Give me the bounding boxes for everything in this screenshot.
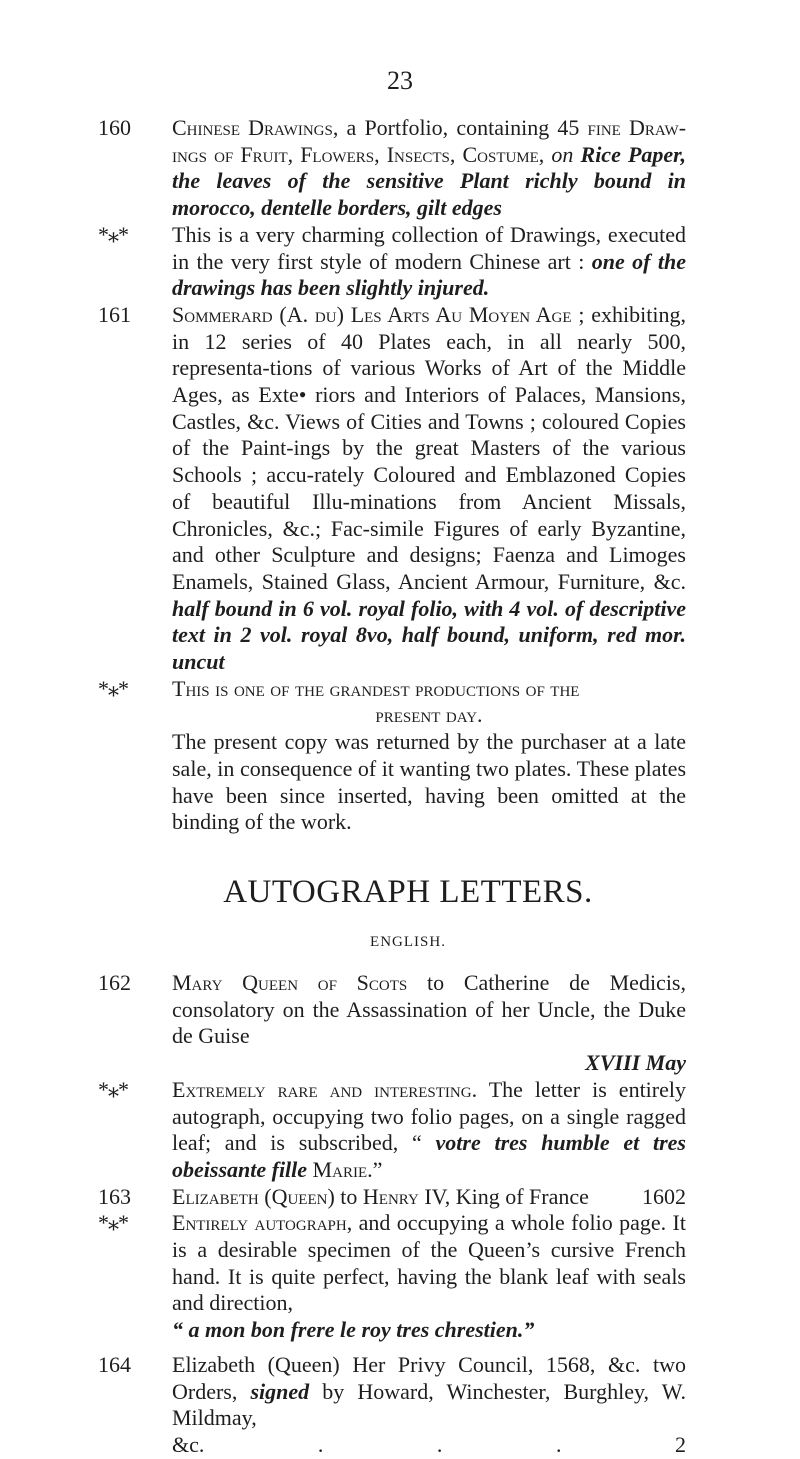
- lot-160: [98, 115, 687, 222]
- lot-text: to Catherine de Medicis, consolatory on the Assassination of her Uncle, the Duke de Guise: [172, 969, 686, 1049]
- lot-text-2: by Howard, Winchester, Burghley, W. Mildmay,: [172, 1378, 686, 1431]
- note-text: This is a very charming collection of Drawings, executed in the very first style of modern Chinese art :: [172, 221, 686, 274]
- page-number: 23: [387, 66, 413, 95]
- leader-dot: .: [555, 1431, 562, 1457]
- lot-author: Sommerard (A. du) Les Arts Au Moyen Age: [172, 301, 572, 327]
- lot-text-rice: Rice: [580, 141, 621, 167]
- lot-number: 164: [98, 1351, 131, 1377]
- lot-title: Chinese Drawings,: [172, 115, 339, 140]
- lot-161-note: [98, 675, 686, 836]
- lot-number: 160: [98, 115, 131, 140]
- lot-author: Mary Queen of Scots: [172, 969, 408, 995]
- lot-binding: half bound in 6 vol. royal folio, with 4 vol. of descriptive text in 2 vol. royal 8vo, half bound, uniform, red mor. uncut: [172, 595, 686, 675]
- lot-recipient: Henry IV,: [362, 1183, 451, 1209]
- lot-161: [98, 301, 686, 676]
- lot-163: [98, 1183, 686, 1211]
- lot-text: to: [334, 1183, 363, 1209]
- lot-163-note: [98, 1210, 686, 1344]
- lot-164: [98, 1351, 686, 1459]
- asterism-mark: *⁎*: [98, 675, 128, 701]
- lot-text: Elizabeth (Queen) Her Privy Council, 1568, &c. two Orders,: [172, 1351, 686, 1404]
- lot-count: 2: [674, 1431, 686, 1457]
- lot-text-on: on: [544, 141, 581, 167]
- lot-number: 163: [98, 1183, 131, 1209]
- lot-count-line: [172, 1432, 686, 1459]
- leader-dot: .: [436, 1431, 443, 1457]
- lot-160-note: [98, 221, 686, 302]
- section-heading: AUTOGRAPH LETTERS.: [223, 873, 593, 910]
- note-italic: one of the drawings has been slightly injured.: [172, 248, 686, 301]
- lot-number: 162: [98, 969, 131, 995]
- lot-subjects: fine Draw-ings of Fruit, Flowers, Insects, Costume,: [172, 115, 687, 167]
- note-signature: Marie.”: [312, 1156, 383, 1182]
- note-caps-2: present day.: [375, 702, 483, 728]
- asterism-mark: *⁎*: [98, 1210, 128, 1236]
- lot-etc: &c.: [172, 1431, 205, 1457]
- lot-paper: Paper, the leaves of the sensitive Plant: [172, 141, 687, 194]
- note-text: and occupying a whole folio page. It is a desirable specimen of the Queen’s cursive French hand. It is quite perfect, having the blank leaf with seals and direction,: [172, 1210, 686, 1316]
- lot-162: [98, 969, 686, 1077]
- note-text: The present copy was returned by the purchaser at a late sale, in consequence of it wanting two plates. These plates have been since inserted, having been omitted at the binding of the work.: [172, 729, 686, 835]
- lot-author: Elizabeth (Queen): [172, 1183, 335, 1209]
- lot-date: XVIII May: [585, 1050, 686, 1076]
- asterism-mark: *⁎*: [98, 221, 128, 247]
- lot-text: ; exhibiting, in 12 series of 40 Plates each, in all nearly 500, representa-tions of various Works of Art of the Middle Ages, as Exte• riors and Interiors of Palaces, Mansions, Castles, &c. Views of Cities and Towns ; coloured Copies of the Paint-ings by the great Masters of the various Schools ; accu-rately Coloured and Emblazoned Copies of beautiful Illu-minations from Ancient Missals, Chronicles, &c.; Fac-simile Figures of early Byzantine, and other Sculpture and designs; Faenza and Limoges Enamels, Stained Glass, Ancient Armour, Furniture, &c.: [172, 301, 686, 594]
- lot-text-2: King of France: [450, 1183, 589, 1209]
- lot-162-note: [98, 1076, 686, 1184]
- lot-number: 161: [98, 301, 131, 327]
- note-caps: Entirely autograph,: [172, 1210, 353, 1236]
- section-subheading: ENGLISH.: [370, 933, 446, 950]
- note-quote: “ a mon bon frere le roy tres chrestien.”: [172, 1317, 535, 1343]
- note-caps: This is one of the grandest productions of the: [172, 675, 580, 701]
- asterism-mark: *⁎*: [98, 1076, 128, 1102]
- catalogue-page: [98, 115, 687, 1459]
- lot-text: a Portfolio, containing 45: [338, 115, 588, 140]
- note-caps: Extremely rare and interesting.: [172, 1076, 478, 1102]
- lot-binding: richly bound in morocco, dentelle borders, gilt edges: [172, 168, 687, 221]
- lot-year: 1602: [642, 1183, 686, 1209]
- note-italic: votre tres humble et tres obeissante fille: [172, 1130, 686, 1182]
- lot-signed: signed: [250, 1378, 310, 1404]
- leader-dot: .: [317, 1431, 324, 1457]
- note-text: The letter is entirely autograph, occupying two folio pages, on a single ragged leaf; and is subscribed, “: [172, 1076, 686, 1156]
